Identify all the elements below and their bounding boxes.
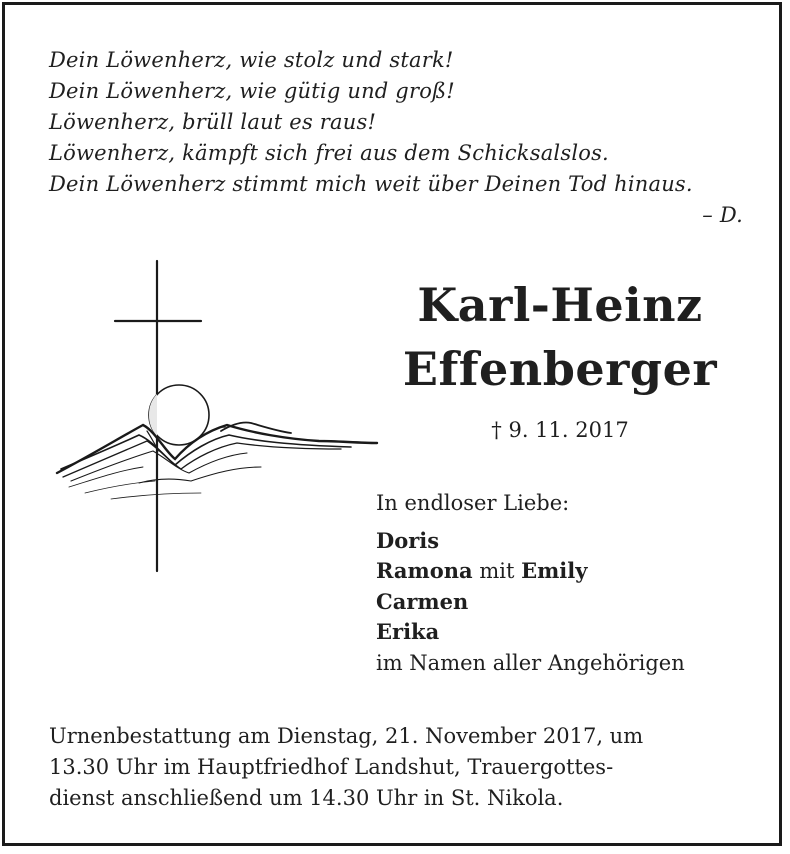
mourner-name: Emily: [521, 558, 588, 583]
mourners-closing: im Namen aller Angehörigen: [376, 650, 685, 675]
memorial-artwork: [51, 255, 381, 575]
first-name: Karl-Heinz: [417, 278, 703, 332]
mourner-name: Carmen: [376, 588, 469, 614]
poem-line: Dein Löwenherz, wie gütig und groß!: [49, 79, 455, 103]
poem-line: Löwenherz, brüll laut es raus!: [49, 110, 377, 134]
mourner-line: [376, 617, 756, 648]
poem: [49, 45, 749, 231]
mourners-block: [376, 488, 756, 678]
mourner-name: Ramona: [376, 558, 473, 583]
poem-signature: – D.: [702, 203, 743, 227]
deceased-name: [377, 273, 743, 401]
funeral-line: Urnenbestattung am Dienstag, 21. November 2017, um: [49, 724, 644, 748]
mourner-connector: mit: [472, 559, 522, 583]
poem-line: Löwenherz, kämpft sich frei aus dem Schicksalslos.: [49, 141, 609, 165]
mourner-line: [376, 587, 756, 618]
poem-line: Dein Löwenherz stimmt mich weit über Deinen Tod hinaus.: [49, 172, 693, 196]
poem-line: Dein Löwenherz, wie stolz und stark!: [49, 48, 454, 72]
mourner-name: Doris: [376, 527, 440, 553]
mountains-icon: [57, 422, 377, 499]
obituary-card: [2, 2, 782, 846]
mourner-line: [376, 556, 756, 587]
mourner-line: [376, 526, 756, 557]
last-name: Effenberger: [402, 342, 718, 396]
mourners-intro: In endloser Liebe:: [376, 491, 570, 515]
funeral-line: 13.30 Uhr im Hauptfriedhof Landshut, Trauergottes-: [49, 755, 614, 779]
death-date: † 9. 11. 2017: [491, 418, 629, 442]
funeral-notice: [49, 721, 747, 814]
funeral-line: dienst anschließend um 14.30 Uhr in St. Nikola.: [49, 786, 564, 810]
mourner-name: Erika: [376, 619, 440, 644]
